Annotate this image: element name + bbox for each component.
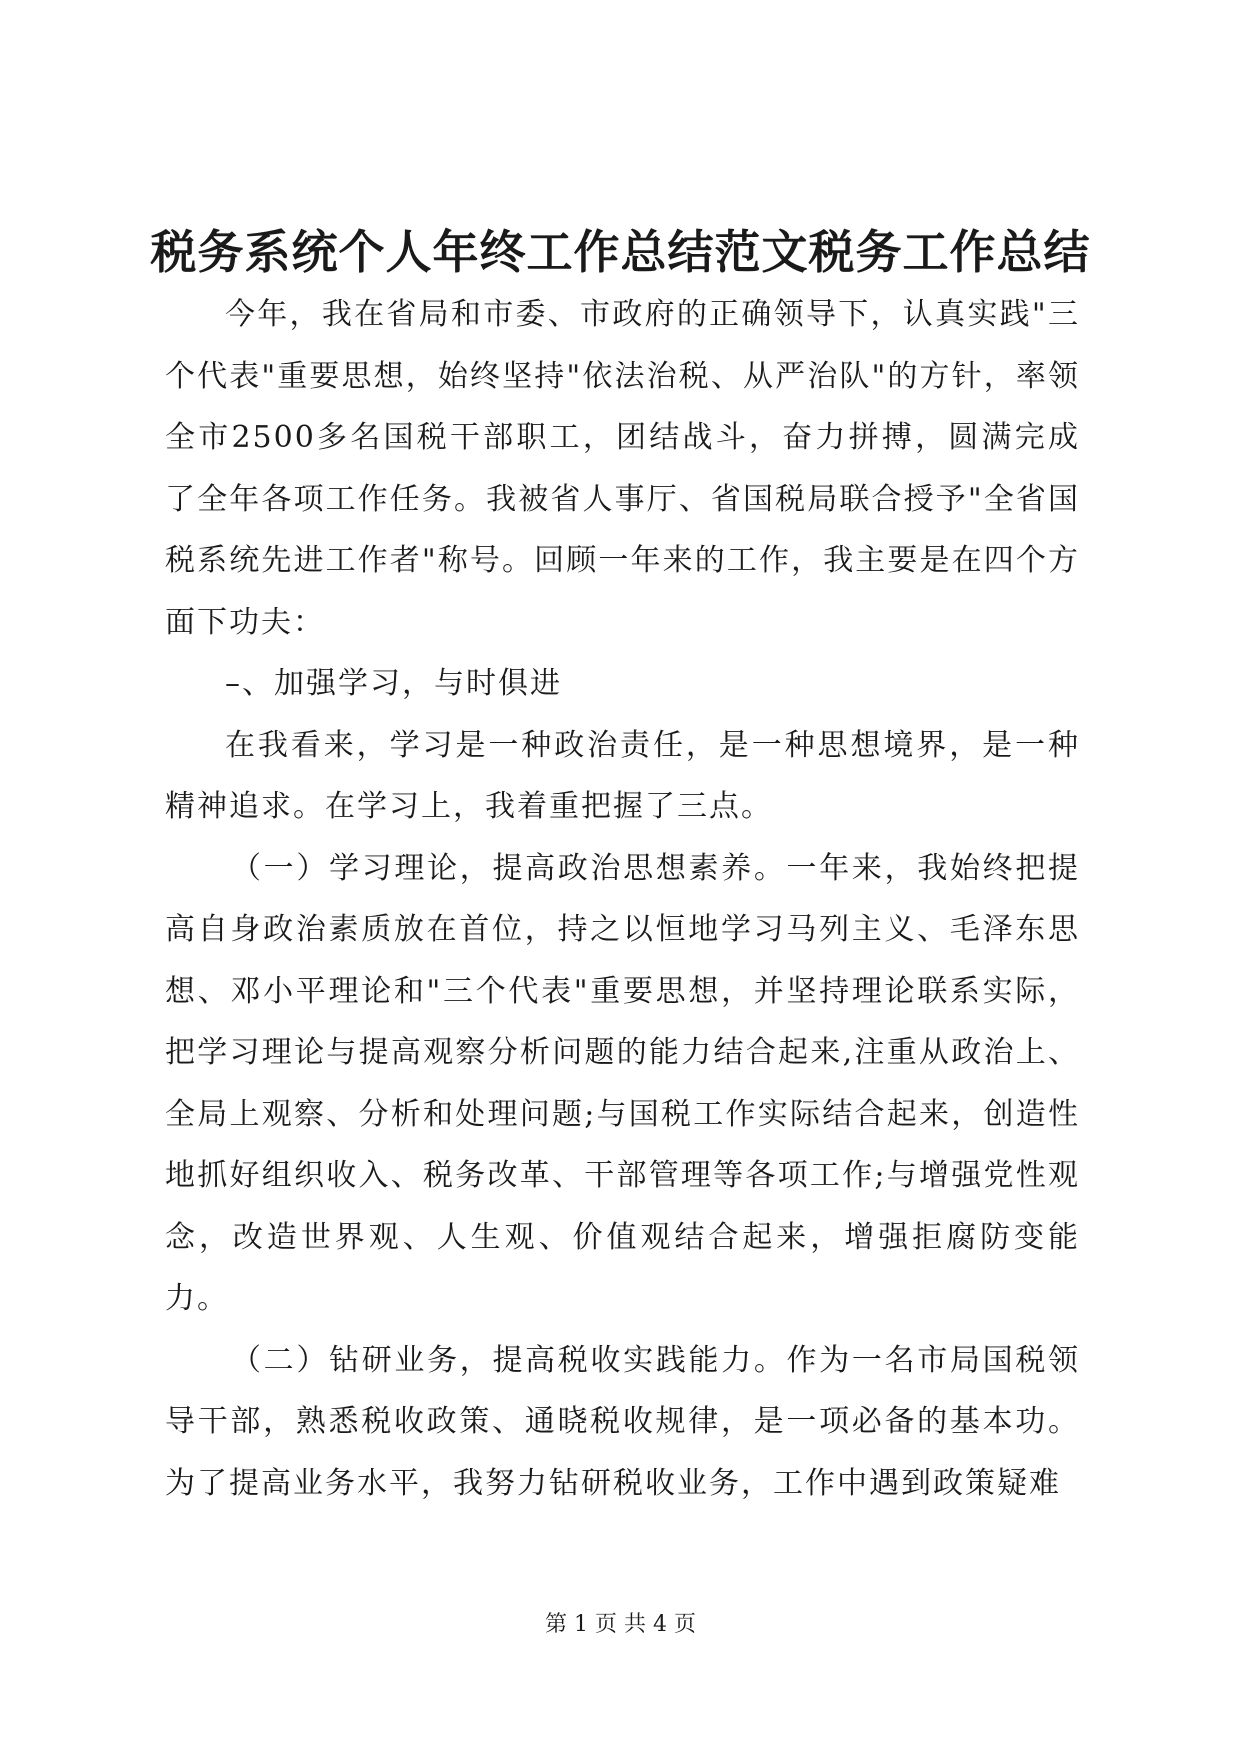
paragraph-learning: 在我看来，学习是一种政治责任，是一种思想境界，是一种精神追求。在学习上，我着重把握了三点。 [165,727,1080,824]
paragraph-business: （二）钻研业务，提高税收实践能力。作为一名市局国税领导干部，熟悉税收政策、通晓税收规律，是一项必备的基本功。为了提高业务水平，我努力钻研税收业务，工作中遇到政策疑难 [165,1342,1080,1501]
document-body [165,284,1080,1514]
page-number-footer: 第 1 页 共 4 页 [545,1612,696,1637]
document-title: 税务系统个人年终工作总结范文税务工作总结 [150,225,1091,279]
paragraph-intro: 今年，我在省局和市委、市政府的正确领导下，认真实践"三个代表"重要思想，始终坚持"依法治税、从严治队"的方针，率领全市2500多名国税干部职工，团结战斗，奋力拼搏，圆满完成了全年各项工作任务。我被省人事厅、省国税局联合授予"全省国税系统先进工作者"称号。回顾一年来的工作，我主要是在四个方面下功夫： [165,297,1080,640]
paragraph-theory: （一）学习理论，提高政治思想素养。一年来，我始终把提高自身政治素质放在首位，持之以恒地学习马列主义、毛泽东思想、邓小平理论和"三个代表"重要思想，并坚持理论联系实际，把学习理论与提高观察分析问题的能力结合起来,注重从政治上、全局上观察、分析和处理问题;与国税工作实际结合起来，创造性地抓好组织收入、税务改革、干部管理等各项工作;与增强党性观念，改造世界观、人生观、价值观结合起来，增强拒腐防变能力。 [165,850,1080,1316]
section-heading-1: –、加强学习，与时俱进 [225,666,562,701]
